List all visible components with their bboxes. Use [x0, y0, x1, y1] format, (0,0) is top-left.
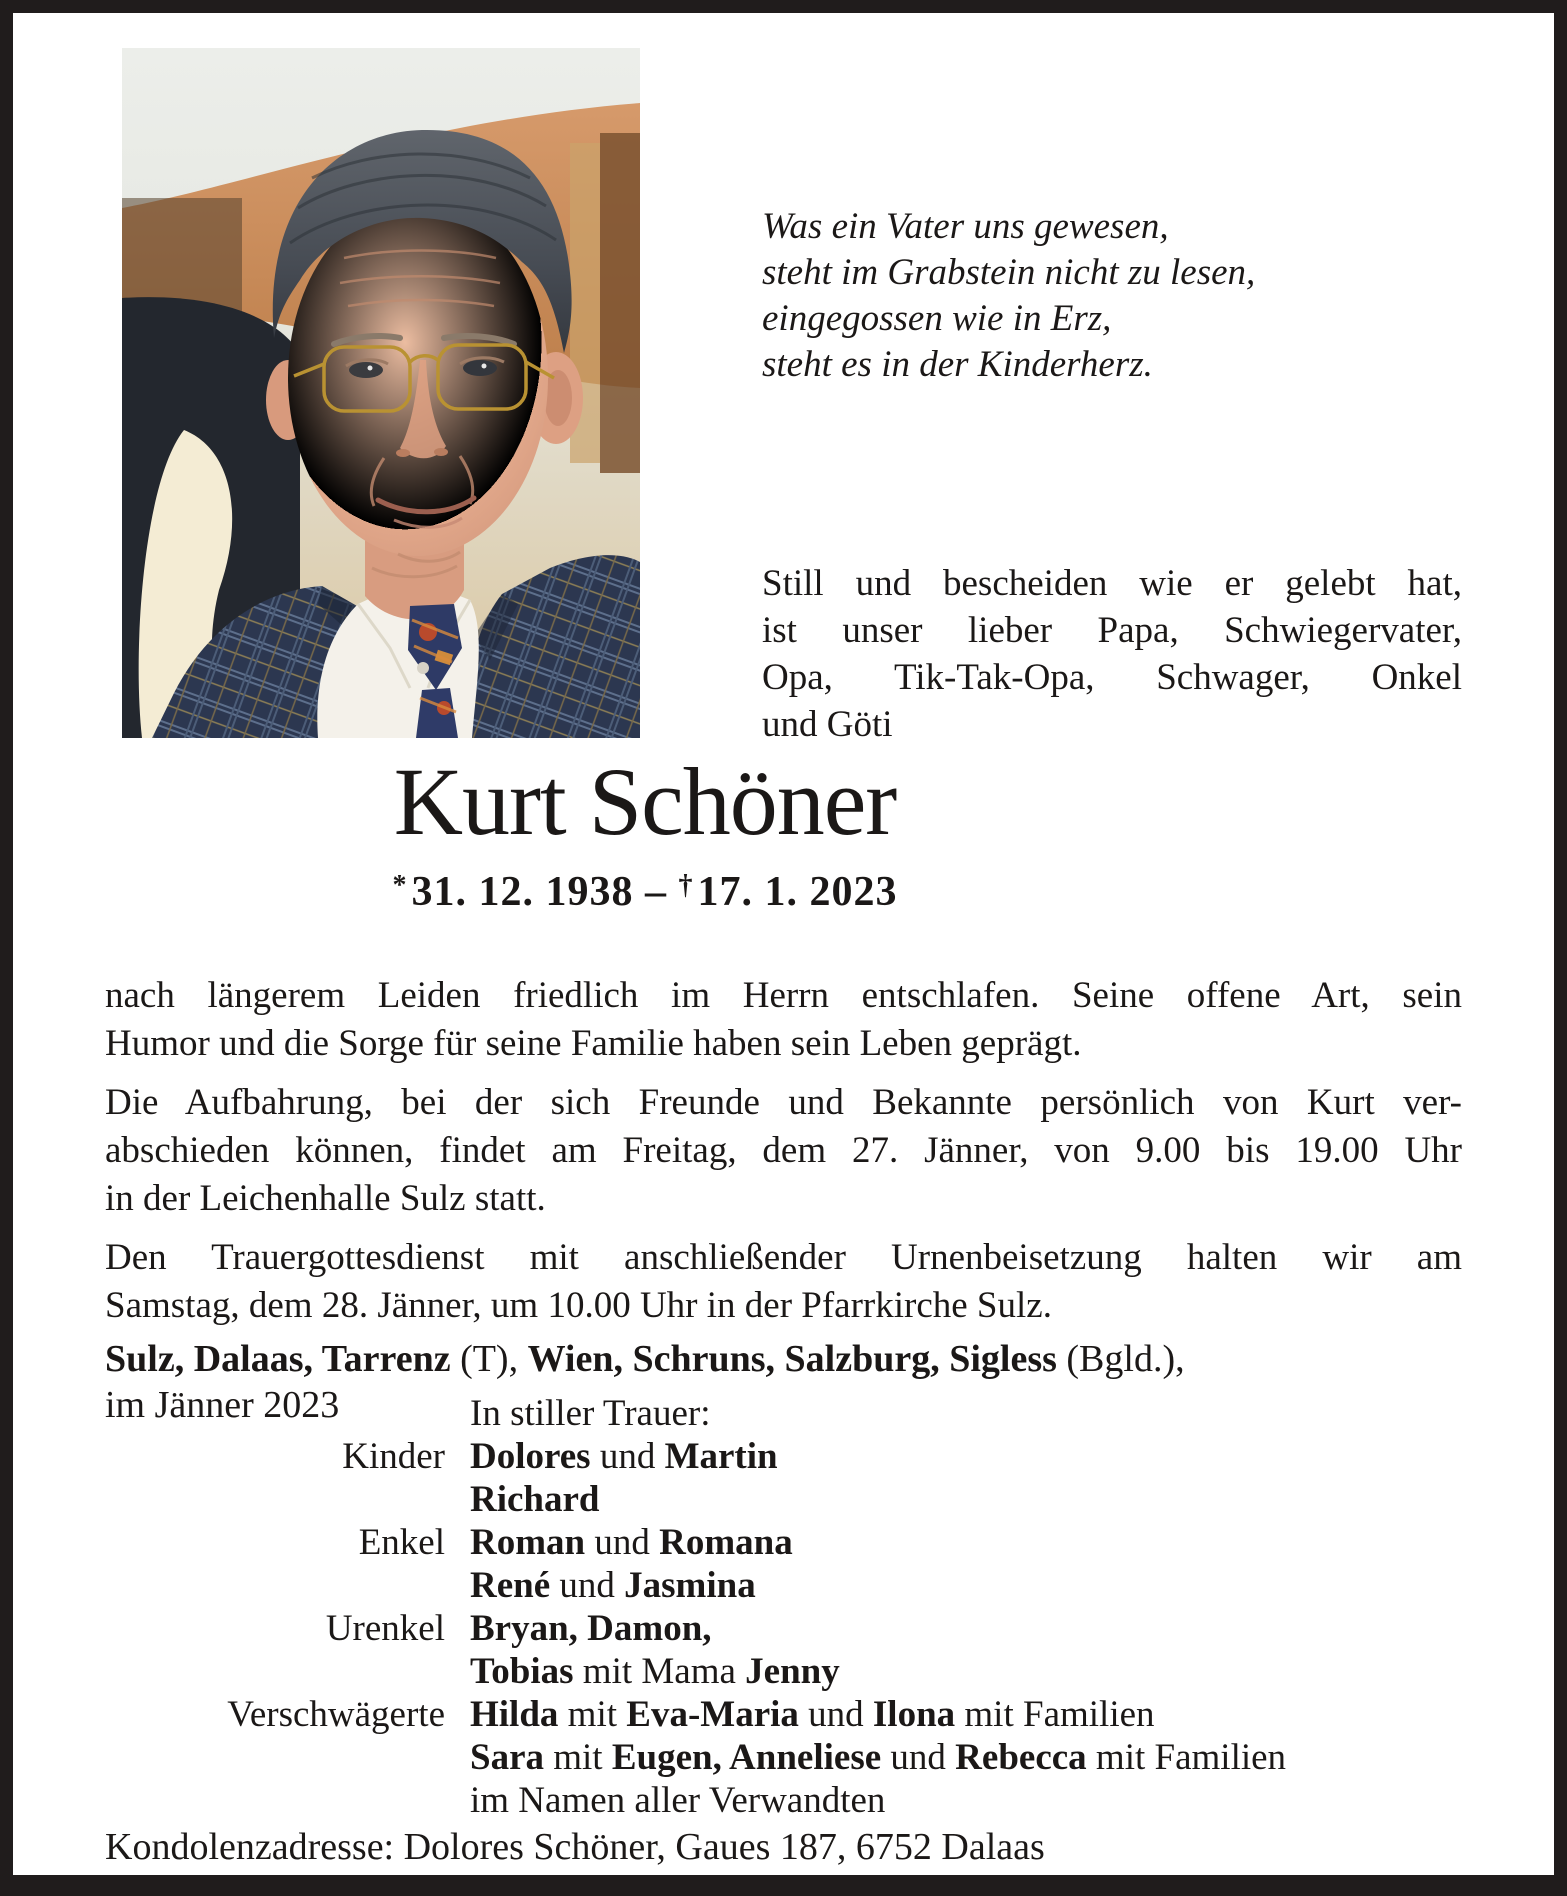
dates-separator: –: [645, 869, 667, 915]
family-row: [105, 1736, 1462, 1779]
text-line: ist unser lieber Papa, Schwiegervater,: [762, 610, 1462, 651]
family-names: Hilda mit Eva-Maria und Ilona mit Familien: [470, 1694, 1155, 1735]
portrait-photo: [122, 48, 640, 738]
portrait-photo-graphic: [122, 48, 640, 738]
family-row: [105, 1779, 1462, 1822]
family-relation-label: [105, 1478, 470, 1521]
family-names: Tobias mit Mama Jenny: [470, 1651, 840, 1692]
intro-text: [762, 560, 1462, 748]
text-line: Den Trauergottesdienst mit anschließender Urnenbeisetzung halten wir am: [105, 1237, 1462, 1278]
family-names: Sara mit Eugen, Anneliese und Rebecca mit Familien: [470, 1737, 1287, 1778]
family-relation-label: Urenkel: [325, 1608, 445, 1649]
family-relation-label: [105, 1564, 470, 1607]
family-relation-label: [105, 1736, 470, 1779]
family-relation-label: [105, 1392, 470, 1435]
text-line: steht im Grabstein nicht zu lesen,: [762, 252, 1256, 293]
family-row: [105, 1607, 1462, 1650]
family-relation-label: Kinder: [342, 1436, 445, 1477]
paragraph-death: [105, 972, 1462, 1068]
birth-date: 31. 12. 1938: [411, 869, 634, 915]
family-row: [105, 1392, 1462, 1435]
family-row: [105, 1564, 1462, 1607]
family-relation-label: [105, 1650, 470, 1693]
deceased-name: Kurt Schöner: [393, 748, 897, 855]
family-row: [105, 1435, 1462, 1478]
text-line: Samstag, dem 28. Jänner, um 10.00 Uhr in der Pfarrkirche Sulz.: [105, 1285, 1052, 1326]
family-row: [105, 1693, 1462, 1736]
life-dates: [105, 868, 1185, 916]
text-line: abschieden können, findet am Freitag, dem 27. Jänner, von 9.00 bis 19.00 Uhr: [105, 1130, 1462, 1171]
family-relation-label: Verschwägerte: [227, 1694, 445, 1735]
birth-symbol: *: [392, 870, 408, 901]
text-line: eingegossen wie in Erz,: [762, 298, 1112, 339]
family-relation-label: [105, 1779, 470, 1822]
death-symbol: †: [678, 870, 694, 901]
death-date: 17. 1. 2023: [697, 869, 898, 915]
notice-body: [105, 972, 1462, 1341]
family-names: In stiller Trauer:: [470, 1393, 711, 1434]
text-line: und Göti: [762, 704, 893, 745]
text-line: Die Aufbahrung, bei der sich Freunde und Bekannte persönlich von Kurt ver-: [105, 1082, 1462, 1123]
family-names: Richard: [470, 1479, 600, 1520]
text-line: Humor und die Sorge für seine Familie haben sein Leben geprägt.: [105, 1023, 1082, 1064]
text-line: steht es in der Kinderherz.: [762, 344, 1153, 385]
family-row: [105, 1478, 1462, 1521]
family-row: [105, 1650, 1462, 1693]
family-names: Roman und Romana: [470, 1522, 793, 1563]
family-row: [105, 1521, 1462, 1564]
deceased-name-block: [105, 748, 1185, 916]
text-line: in der Leichenhalle Sulz statt.: [105, 1178, 546, 1219]
paragraph-trauergottesdienst: [105, 1234, 1462, 1330]
places-line: Sulz, Dalaas, Tarrenz (T), Wien, Schruns, Salzburg, Sigless (Bgld.),: [105, 1338, 1185, 1380]
family-relation-label: Enkel: [358, 1522, 445, 1563]
condolence-address: Kondolenzadresse: Dolores Schöner, Gaues 187, 6752 Dalaas: [105, 1826, 1045, 1868]
memorial-poem: [762, 204, 1402, 388]
text-line: Was ein Vater uns gewesen,: [762, 206, 1169, 247]
date-line: im Jänner 2023: [105, 1384, 340, 1426]
text-line: Still und bescheiden wie er gelebt hat,: [762, 563, 1462, 604]
family-names: René und Jasmina: [470, 1565, 756, 1606]
text-line: nach längerem Leiden friedlich im Herrn entschlafen. Seine offene Art, sein: [105, 975, 1462, 1016]
mourners-list: [105, 1392, 1462, 1822]
paragraph-aufbahrung: [105, 1079, 1462, 1223]
text-line: Opa, Tik-Tak-Opa, Schwager, Onkel: [762, 657, 1462, 698]
family-names: im Namen aller Verwandten: [470, 1780, 886, 1821]
family-names: Bryan, Damon,: [470, 1608, 712, 1649]
family-names: Dolores und Martin: [470, 1436, 778, 1477]
